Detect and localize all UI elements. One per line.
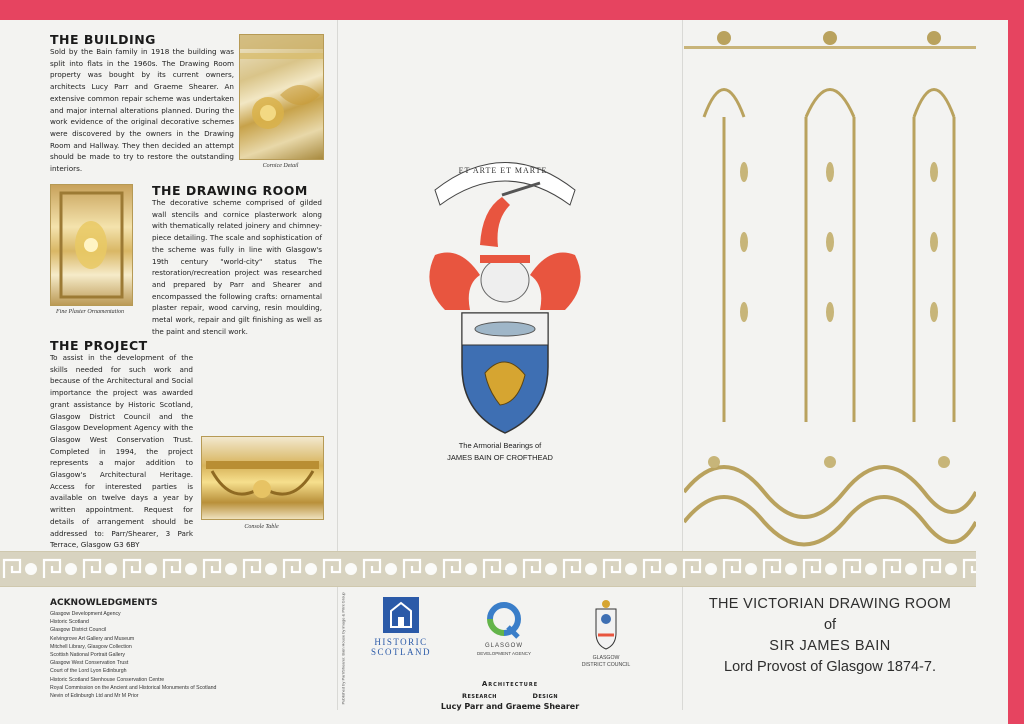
glasgow-council-text bbox=[573, 655, 639, 668]
crest-motto: ET ARTE ET MARTE bbox=[458, 166, 548, 175]
page-edge-top bbox=[0, 0, 1024, 22]
building-heading: THE BUILDING bbox=[50, 32, 156, 47]
cornice-detail-photo bbox=[239, 34, 324, 160]
greek-key-pattern bbox=[0, 552, 976, 586]
historic-scotland-logo bbox=[383, 597, 419, 633]
ack-item: Kelvingrove Art Gallery and Museum bbox=[50, 635, 135, 642]
published-note bbox=[338, 592, 348, 712]
cover-title-line4: Lord Provost of Glasgow 1874-7. bbox=[724, 659, 936, 675]
fold-line-right bbox=[682, 20, 683, 710]
ack-item: Nevin of Edinburgh Ltd and Mr M Prior bbox=[50, 693, 139, 700]
glasgow-agency-text bbox=[462, 643, 546, 657]
glasgow-line2: DEVELOPMENT AGENCY bbox=[477, 651, 531, 656]
plaster-caption: Fine Plaster Ornamentation bbox=[56, 309, 124, 315]
ack-item: Glasgow West Conservation Trust bbox=[50, 660, 129, 667]
plaster-ornament-graphic bbox=[51, 185, 132, 305]
council-line2: DISTRICT COUNCIL bbox=[581, 661, 631, 668]
cover-title-line1: THE VICTORIAN DRAWING ROOM bbox=[708, 596, 952, 612]
project-text: To assist in the development of the skills needed for such work and because of the Architectural and Social importance the project was awarded grant assistance by Historic Scotland, Glasgow District Council and the Glasgow Development Agency with the Glasgow West Conservation Trust. Completed in 1994, the project represents a major addition to Glasgow's Architectural Heritage. Access for interested parties is available on twelve days a year by written appointment. Request for details of arrangement should be addressed to: Parr/Shearer, 3 Park Terrace, Glasgow G3 6BY bbox=[50, 353, 193, 550]
cover-title bbox=[690, 596, 970, 675]
armorial-crest-graphic bbox=[410, 135, 600, 440]
published-note-text: Published by Parr/Shearer. Bain House by image & Print Group bbox=[340, 592, 346, 705]
drawing-room-heading: THE DRAWING ROOM bbox=[152, 183, 308, 198]
ack-item: Glasgow Development Agency bbox=[50, 611, 121, 617]
glasgow-council-crest-logo bbox=[588, 599, 624, 651]
council-line1: GLASGOW bbox=[592, 655, 620, 661]
cover-ornament-graphic bbox=[684, 22, 976, 550]
ack-item: Court of the Lord Lyon Edinburgh bbox=[50, 668, 127, 675]
project-heading: THE PROJECT bbox=[50, 338, 148, 353]
cover-title-line3: SIR JAMES BAIN bbox=[769, 638, 891, 654]
cornice-caption: Cornice Detail bbox=[262, 163, 299, 169]
credits-block bbox=[420, 680, 600, 711]
console-table-graphic bbox=[202, 437, 323, 519]
acknowledgments-list bbox=[50, 610, 216, 700]
historic-line1: HISTORIC bbox=[374, 637, 428, 647]
architecture-label: Architecture bbox=[481, 680, 539, 688]
cornice-ornament-graphic bbox=[240, 35, 323, 159]
console-table-caption: Console Table bbox=[244, 524, 279, 530]
ack-item: Historic Scotland Stenhouse Conservation Centre bbox=[50, 676, 165, 683]
page-edge-right bbox=[1006, 0, 1024, 724]
historic-line2: SCOTLAND bbox=[370, 647, 431, 657]
greek-key-band bbox=[0, 551, 976, 587]
research-label: Research bbox=[461, 692, 497, 700]
plaster-ornamentation-photo bbox=[50, 184, 133, 306]
crest-caption bbox=[430, 440, 570, 464]
acknowledgments-heading: ACKNOWLEDGMENTS bbox=[50, 598, 158, 608]
building-text: Sold by the Bain family in 1918 the building was split into flats in the 1960s. The Drawing Room property was bought by its current owners, architects Lucy Parr and Graeme Shearer. An extensive common repair scheme was undertaken and major internal alterations planned. During the work evidence of the original decorative schemes were discovered by the owners in the Drawing Room and Hallway. They then decided an attempt should be made to try to restore the outstanding interiors. bbox=[50, 47, 234, 174]
console-table-photo bbox=[201, 436, 324, 520]
design-label: Design bbox=[532, 692, 559, 700]
ack-item: Royal Commission on the Ancient and Historical Monuments of Scotland bbox=[50, 684, 217, 691]
cover-title-line2: of bbox=[823, 617, 837, 633]
glasgow-development-agency-logo bbox=[484, 599, 524, 639]
research-design-row bbox=[420, 692, 600, 700]
architects-names: Lucy Parr and Graeme Shearer bbox=[440, 702, 580, 711]
crest-caption-line1: The Armorial Bearings of bbox=[458, 441, 542, 450]
ack-item: Glasgow District Council bbox=[50, 627, 107, 634]
glasgow-line1: GLASGOW bbox=[484, 643, 523, 649]
drawing-room-text: The decorative scheme comprised of gilded wall stencils and cornice plasterwork along with thematically related joinery and chimney-piece detailing. The scale and sophistication of the scheme was fully in line with Glasgow's 19th century "world-city" status The restoration/recreation project was researched and prepared by Parr and Shearer and encompassed the following crafts: ornamental plaster repair, wood carving, resin moulding, metal work, repair and gilt finishing as well as the paint and stencil work. bbox=[152, 198, 322, 336]
ack-item: Mitchell Library, Glasgow Collection bbox=[50, 643, 132, 650]
ack-item: Historic Scotland bbox=[50, 619, 89, 626]
ack-item: Scottish National Portrait Gallery bbox=[50, 652, 125, 659]
crest-caption-line2: JAMES BAIN OF CROFTHEAD bbox=[447, 453, 553, 462]
historic-scotland-text bbox=[358, 637, 444, 657]
